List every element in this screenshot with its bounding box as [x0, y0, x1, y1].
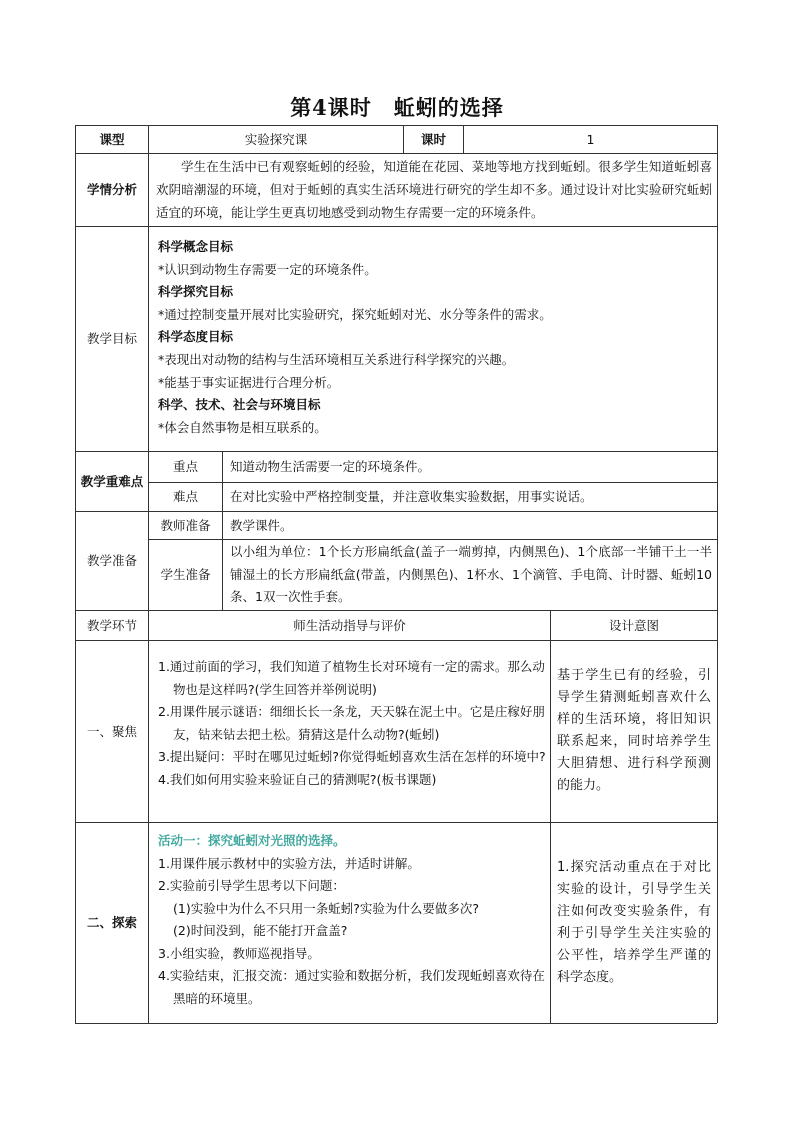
period-label: 课时	[420, 131, 446, 147]
teacher-prep-text: 教学课件。	[230, 518, 293, 533]
stage2-label: 二、探索	[86, 915, 137, 930]
goal-line: *体会自然事物是相互联系的。	[158, 419, 327, 435]
stage2-activities	[158, 830, 546, 1020]
course-type-label: 课型	[99, 131, 125, 147]
goal-heading: 科学、技术、社会与环境目标	[158, 397, 321, 413]
stage1-item: 1.通过前面的学习，我们知道了植物生长对环境有一定的需求。那么动物也是这样吗?(学生回答并举例说明)	[158, 659, 545, 697]
stage2-item: 4.实验结束，汇报交流：通过实验和数据分析，我们发现蚯蚓喜欢待在黑暗的环境里。	[158, 968, 545, 1006]
goal-line: *能基于事实证据进行合理分析。	[158, 374, 340, 390]
stage2-design: 1.探究活动重点在于对比实验的设计，引导学生关注如何改变实验条件，有利于引导学生关注实验的公平性，培养学生严谨的科学态度。	[557, 860, 711, 985]
stage1-activities	[158, 656, 546, 818]
stage2-item: (1)实验中为什么不只用一条蚯蚓?实验为什么要做多次?	[173, 900, 479, 916]
activity-title: 活动一：探究蚯蚓对光照的选择。	[158, 833, 346, 848]
stage1-item: 4.我们如何用实验来验证自己的猜测呢?(板书课题)	[158, 771, 437, 787]
period-value: 1	[586, 131, 595, 147]
process-col3-header: 设计意图	[608, 617, 659, 633]
goals-list	[158, 236, 710, 448]
stage1-item: 3.提出疑问：平时在哪见过蚯蚓?你觉得蚯蚓喜欢生活在怎样的环境中?	[158, 749, 546, 764]
goal-heading: 科学概念目标	[158, 239, 234, 254]
analysis-text: 学生在生活中已有观察蚯蚓的经验，知道能在花园、菜地等地方找到蚯蚓。很多学生知道蚯蚓喜欢阴暗潮湿的环境，但对于蚯蚓的真实生活环境进行研究的学生却不多。通过设计对比实验研究蚯蚓适宜的环境，能让学生更真切地感受到动物生存需要一定的环境条件。	[156, 159, 712, 220]
hard-text: 在对比实验中严格控制变量，并注意收集实验数据，用事实说话。	[230, 489, 593, 504]
hard-label: 难点	[172, 489, 198, 504]
goal-line: *认识到动物生存需要一定的环境条件。	[158, 261, 377, 277]
stage1-item: 2.用课件展示谜语：细细长长一条龙，天天躲在泥土中。它是庄稼好朋友，钻来钻去把土松。猜猜这是什么动物?(蚯蚓)	[158, 704, 545, 742]
process-col2-header: 师生活动指导与评价	[293, 617, 406, 633]
stage2-item: 3.小组实验，教师巡视指导。	[158, 945, 320, 961]
student-prep-text: 以小组为单位：1个长方形扁纸盒(盖子一端剪掉，内侧黑色)、1个底部一半铺干土一半铺湿土的长方形扁纸盒(带盖，内侧黑色)、1杯水、1个滴管、手电筒、计时器、蚯蚓10条、1双一次性手套。	[230, 544, 712, 604]
key-text: 知道动物生活需要一定的环境条件。	[230, 459, 431, 474]
stage1-label: 一、聚焦	[86, 723, 137, 739]
goal-heading: 科学探究目标	[158, 284, 234, 300]
key-points-label: 教学重难点	[80, 473, 144, 489]
process-col1-header: 教学环节	[86, 617, 137, 633]
prep-label: 教学准备	[86, 553, 137, 568]
stage2-item: 2.实验前引导学生思考以下问题：	[158, 878, 345, 893]
goal-line: *表现出对动物的结构与生活环境相互关系进行科学探究的兴趣。	[158, 351, 515, 367]
student-prep-label: 学生准备	[160, 567, 211, 582]
teacher-prep-label: 教师准备	[160, 517, 211, 533]
course-type-value: 实验探究课	[244, 131, 308, 147]
stage2-item: 1.用课件展示教材中的实验方法，并适时讲解。	[158, 855, 420, 871]
key-label: 重点	[172, 459, 198, 474]
analysis-text-cell	[156, 155, 712, 225]
goals-label: 教学目标	[86, 331, 137, 346]
goal-heading: 科学态度目标	[158, 329, 234, 345]
stage2-item: (2)时间没到，能不能打开盒盖?	[173, 923, 348, 938]
analysis-label: 学情分析	[86, 182, 137, 197]
stage1-design: 基于学生已有的经验，引导学生猜测蚯蚓喜欢什么样的生活环境，将旧知识联系起来，同时培养学生大胆猜想、进行科学预测的能力。	[557, 668, 711, 793]
page-title: 第4课时 蚯蚓的选择	[290, 95, 504, 120]
goal-line: *通过控制变量开展对比实验研究，探究蚯蚓对光、水分等条件的需求。	[158, 306, 552, 322]
